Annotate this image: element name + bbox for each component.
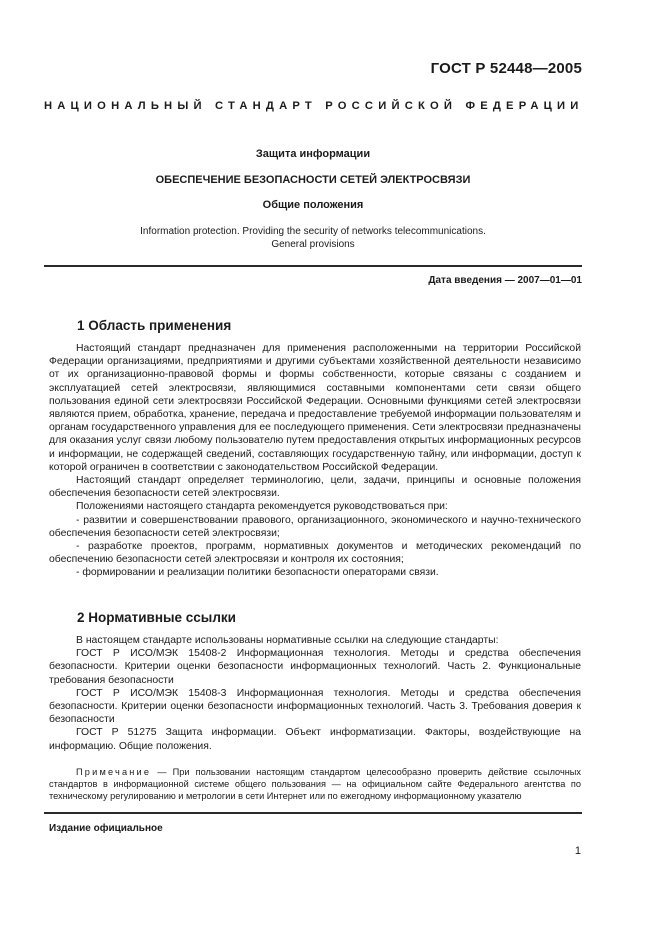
note-paragraph xyxy=(49,766,581,803)
page-number: 1 xyxy=(574,845,581,857)
note-block xyxy=(49,766,581,803)
normative-reference: ГОСТ Р ИСО/МЭК 15408-3 Информационная технология. Методы и средства обеспечения безопасности. Критерии оценки безопасности информационных технологий. Часть 3. Требования доверия к безопасности xyxy=(49,687,581,726)
section-2-body xyxy=(49,634,581,753)
introduction-date: Дата введения — 2007—01—01 xyxy=(428,275,582,286)
section-2-paragraph: В настоящем стандарте использованы нормативные ссылки на следующие стандарты: xyxy=(76,635,499,646)
document-title: ОБЕСПЕЧЕНИЕ БЕЗОПАСНОСТИ СЕТЕЙ ЭЛЕКТРОСВЯЗИ xyxy=(155,174,471,186)
english-title-line-1: Information protection. Providing the security of networks telecommunications. xyxy=(140,226,486,237)
section-1-list-item: - формировании и реализации политики безопасности операторами связи. xyxy=(76,567,439,579)
section-1-heading: 1 Область применения xyxy=(77,318,232,333)
english-title-line-2: General provisions xyxy=(271,239,355,250)
footer-divider xyxy=(44,812,582,814)
section-1-list-item: - разработке проектов, программ, нормативных документов и методических рекомендаций по обеспечению безопасности сетей электросвязи и контроля их состояния; xyxy=(49,541,581,566)
section-2-heading: 2 Нормативные ссылки xyxy=(77,610,236,625)
section-1-paragraph: Настоящий стандарт предназначен для применения расположенными на территории Российской Федерации организациями, предприятиями и другими субъектами хозяйственной деятельности независимо от их организационно-правовой формы и формы собственности, которые связаны с созданием и эксплуатацией сетей электросвязи, являющимися составными компонентами сети связи общего пользования единой сети электросвязи Российской Федерации. Основными функциями сетей электросвязи являются прием, обработка, хранение, передача и предоставление требуемой информации пользователям и органам государственного управления для ее последующего применения. Сети электросвязи предназначены для оказания услуг связи любому пользователю путем предоставления открытых информационных ресурсов и информации, не содержащей сведений, составляющих государственную тайну, или информации, доступ к которой ограничен в соответствии с законодательством Российской Федерации. xyxy=(49,343,581,473)
section-1-list-item: - развитии и совершенствовании правового, организационного, экономического и научно-технического обеспечения безопасности сетей электросвязи; xyxy=(49,514,581,539)
normative-reference: ГОСТ Р ИСО/МЭК 15408-2 Информационная технология. Методы и средства обеспечения безопасности. Критерии оценки безопасности информационных технологий. Часть 2. Функциональные требования безопасности xyxy=(49,648,581,686)
title-topic: Защита информации xyxy=(255,148,371,160)
section-1-paragraph: Положениями настоящего стандарта рекомендуется руководствоваться при: xyxy=(76,501,448,513)
document-subtitle: Общие положения xyxy=(262,199,364,211)
english-title xyxy=(44,225,582,251)
section-1-body xyxy=(49,342,581,580)
section-1-paragraph: Настоящий стандарт определяет терминологию, цели, задачи, принципы и основные положения обеспечения безопасности сетей электросвязи. xyxy=(49,475,581,500)
national-standard-banner: НАЦИОНАЛЬНЫЙ СТАНДАРТ РОССИЙСКОЙ ФЕДЕРАЦИИ xyxy=(44,100,584,112)
standard-number: ГОСТ Р 52448—2005 xyxy=(430,60,582,77)
normative-reference: ГОСТ Р 51275 Защита информации. Объект информатизации. Факторы, воздействующие на информацию. Общие положения. xyxy=(49,727,581,752)
official-edition-label: Издание официальное xyxy=(49,823,163,834)
note-label: Примечание xyxy=(76,767,152,777)
title-divider xyxy=(44,265,582,267)
note-text: — При пользовании настоящим стандартом целесообразно проверить действие ссылочных стандартов в информационной системе общего пользования — на официальном сайте Федерального агентства по техническому регулированию и метрологии в сети Интернет или по ежегодному информационному указателю xyxy=(49,767,581,802)
